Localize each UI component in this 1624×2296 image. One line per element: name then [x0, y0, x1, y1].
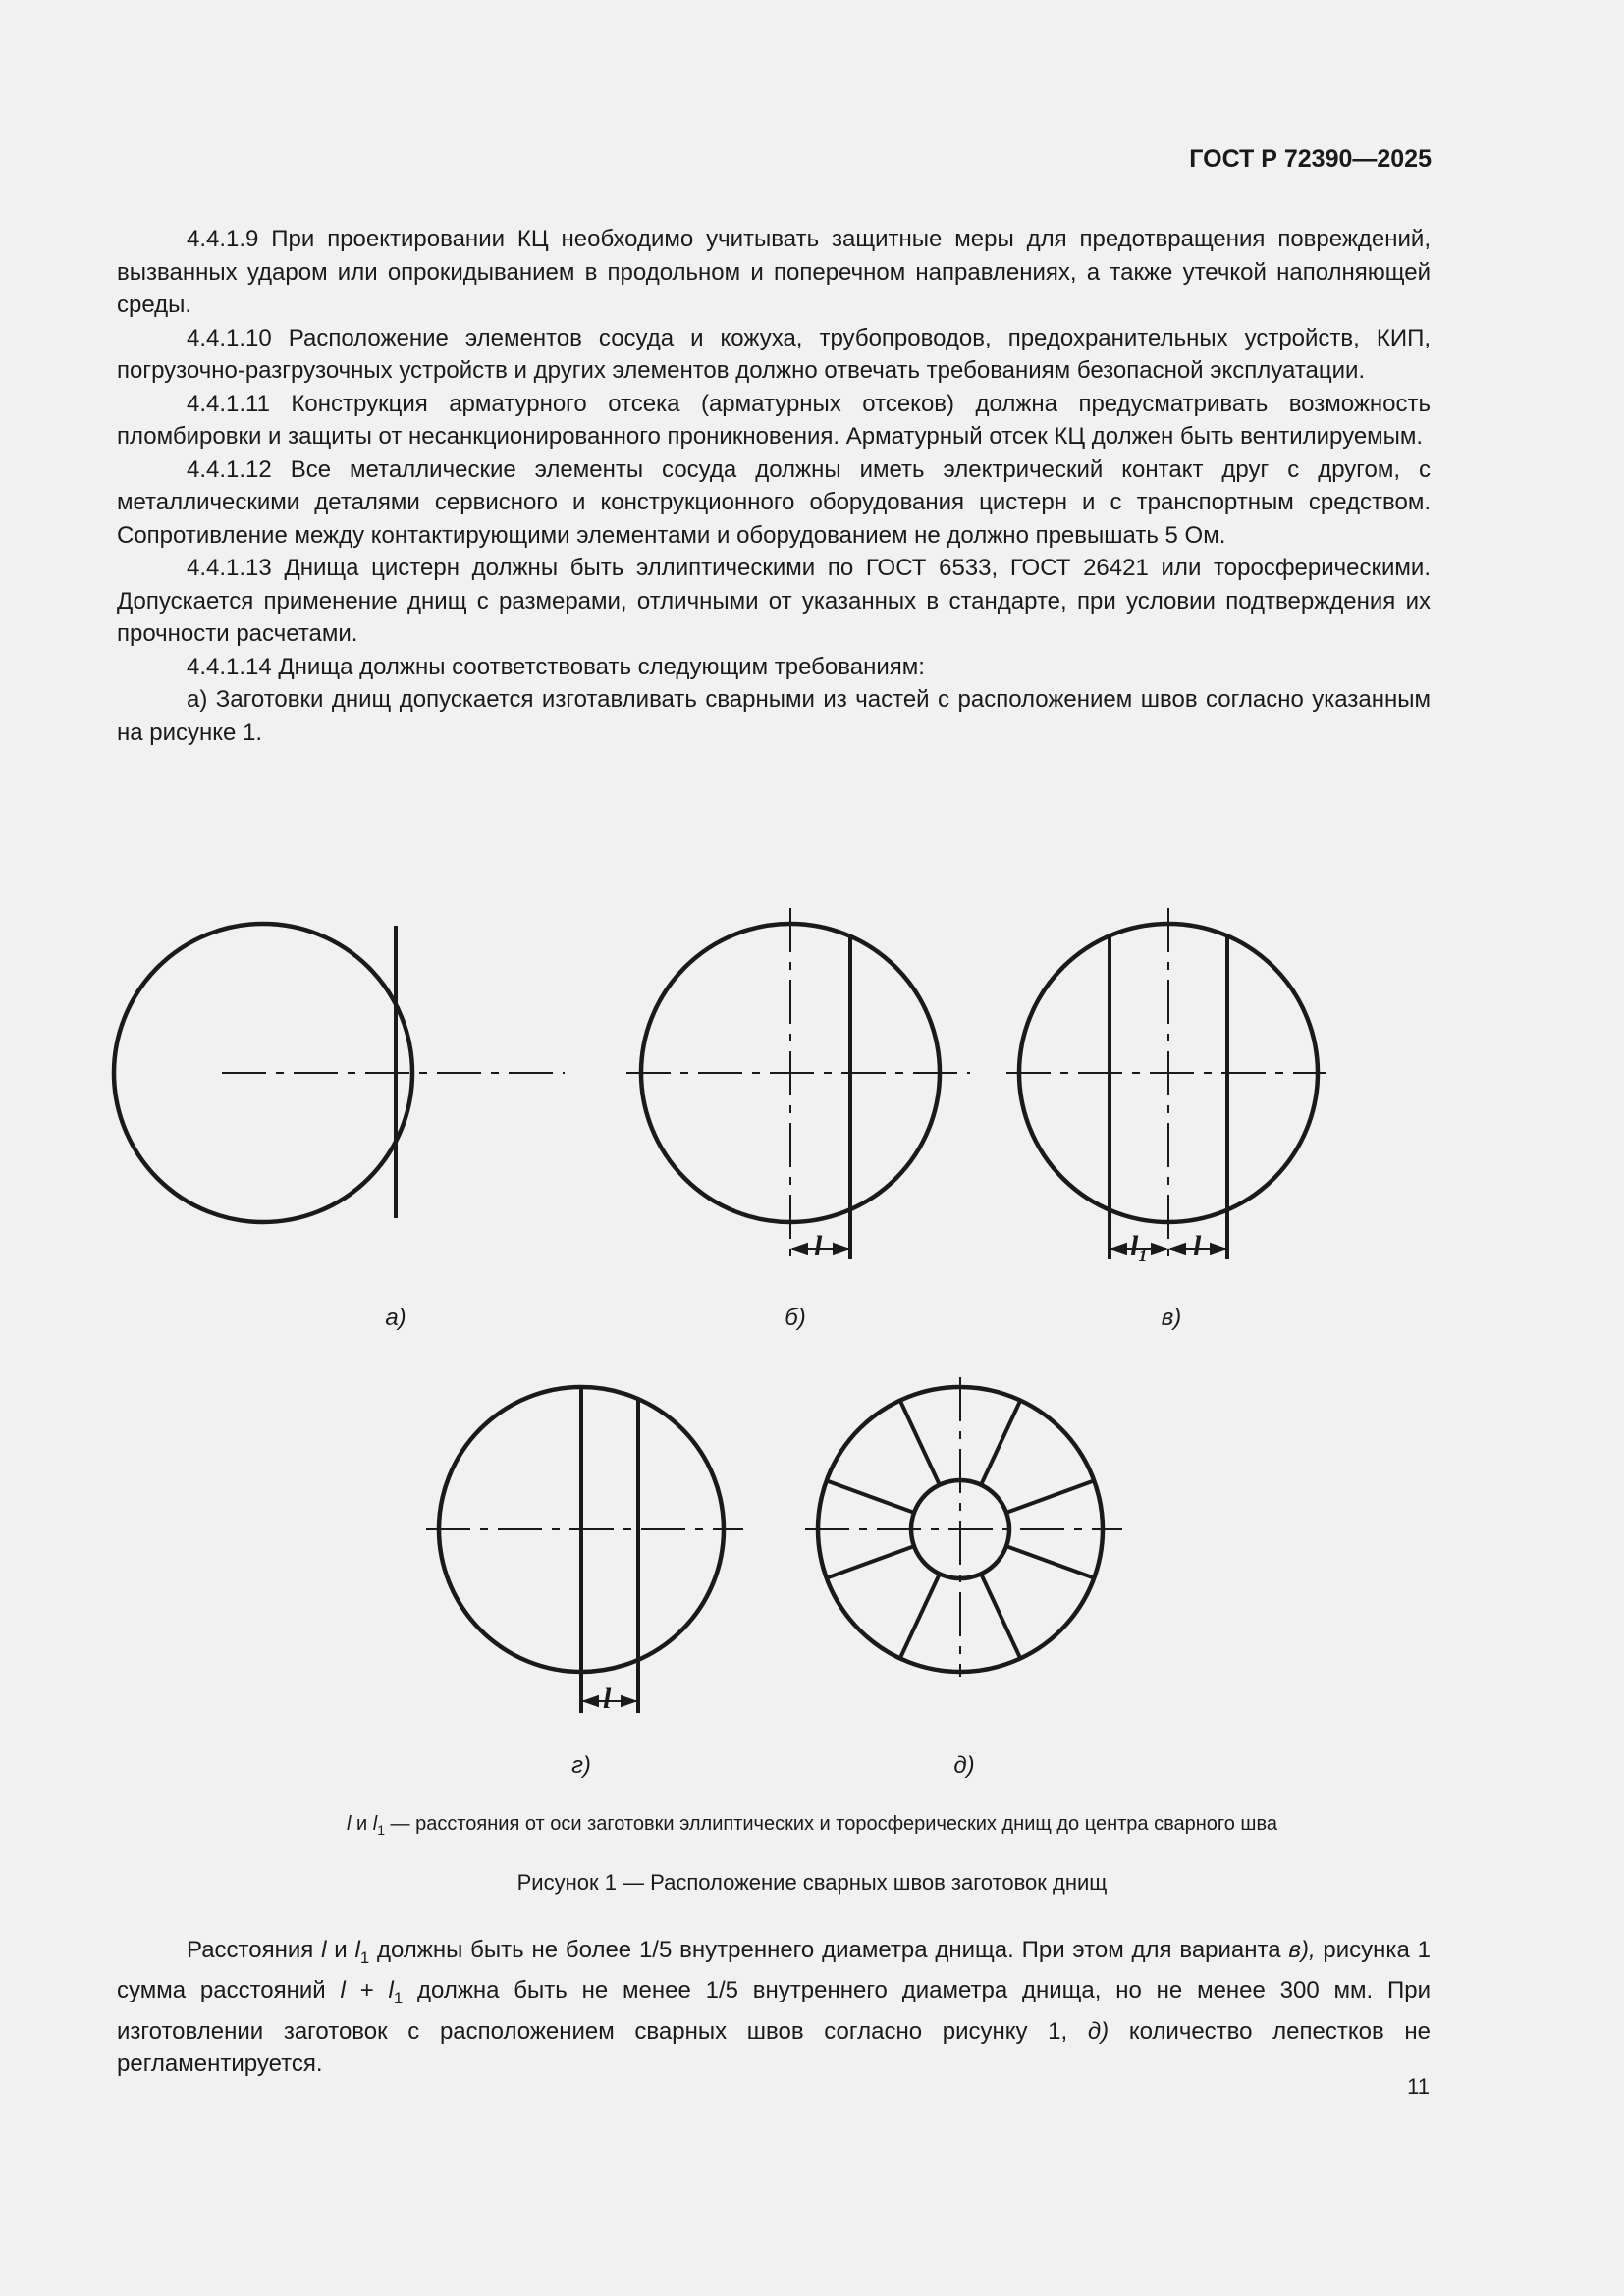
- label-variant-b: б): [785, 1305, 806, 1331]
- petal-seam-6: [900, 1574, 940, 1658]
- paragraph-4-4-1-9: 4.4.1.9 При проектировании КЦ необходимо учитывать защитные меры для предотвращения повреждений, вызванных ударом или опрокидыванием в продольном и поперечном направлениях, а также утечкой наполняющей среды.: [117, 226, 1431, 318]
- page-number: 11: [1407, 2074, 1430, 2099]
- label-variant-d: д): [953, 1752, 975, 1779]
- petal-seam-4: [827, 1480, 914, 1512]
- figure-legend: l и $l_1$ — расстояния от оси заготовки эллиптических и торосферических днищ до центра сварного шва: [346, 1813, 1278, 1838]
- variant-v-drawing: [1006, 908, 1326, 1259]
- paragraph-4-4-1-14: 4.4.1.14 Днища должны соответствовать следующим требованиям:: [187, 653, 925, 680]
- closing-paragraph: Расстояния l и $l_1$ должны быть не более 1/5 внутреннего диаметра днища. При этом для варианта в), рисунка 1 сумма расстояний $l + l_1$ должна быть не менее 1/5 внутреннего диаметра днища, но не менее 300 мм. При изготовлении заготовок с расположением сварных швов согласно рисунку 1, д) количество лепестков не регламентируется.: [117, 1937, 1432, 2078]
- paragraph-4-4-1-12: 4.4.1.12 Все металлические элементы сосуда должны иметь электрический контакт друг с другом, с металлическими деталями сервисного и конструкционного оборудования цистерн и с транспортным средством. Сопротивление между контактирующими элементами и оборудованием не должно превышать 5 Ом.: [117, 455, 1431, 549]
- dim-label-v-l1: $l_1$: [1130, 1230, 1148, 1265]
- dim-label-v-l: l: [1193, 1230, 1202, 1262]
- paragraph-4-4-1-10: 4.4.1.10 Расположение элементов сосуда и кожуха, трубопроводов, предохранительных устройств, КИП, погрузочно-разгрузочных устройств и других элементов должно отвечать требованиям безопасной эксплуатации.: [117, 324, 1431, 384]
- body-text: [117, 223, 1431, 749]
- variant-a-drawing: [114, 924, 565, 1222]
- figure-1: [0, 864, 1624, 1806]
- standard-header: ГОСТ Р 72390—2025: [1189, 145, 1432, 173]
- petal-seam-8: [1006, 1546, 1094, 1577]
- variant-d-drawing: [805, 1377, 1122, 1677]
- label-variant-v: в): [1161, 1305, 1182, 1331]
- weld-layout-drawing: [0, 864, 1624, 1806]
- petal-seam-3: [900, 1401, 940, 1485]
- dim-label-g: l: [603, 1682, 612, 1715]
- dim-label-b: l: [814, 1230, 823, 1262]
- label-variant-a: а): [385, 1305, 406, 1331]
- variant-b-drawing: [626, 908, 970, 1259]
- petal-seam-5: [827, 1546, 914, 1577]
- petal-seam-2: [981, 1401, 1020, 1485]
- variant-g-drawing: [426, 1387, 743, 1713]
- petal-seam-1: [1006, 1480, 1094, 1512]
- paragraph-4-4-1-13: 4.4.1.13 Днища цистерн должны быть эллиптическими по ГОСТ 6533, ГОСТ 26421 или торосферическими. Допускается применение днищ с размерами, отличными от указанных в стандарте, при условии подтверждения их прочности расчетами.: [117, 555, 1431, 647]
- label-variant-g: г): [571, 1752, 591, 1779]
- paragraph-item-a: а) Заготовки днищ допускается изготавливать сварными из частей с расположением швов согласно указанным на рисунке 1.: [117, 686, 1431, 746]
- figure-title: Рисунок 1 — Расположение сварных швов заготовок днищ: [516, 1870, 1108, 1895]
- paragraph-4-4-1-11: 4.4.1.11 Конструкция арматурного отсека (арматурных отсеков) должна предусматривать возможность пломбировки и защиты от несанкционированного проникновения. Арматурный отсек КЦ должен быть вентилируемым.: [117, 390, 1431, 450]
- petal-seam-7: [981, 1574, 1020, 1658]
